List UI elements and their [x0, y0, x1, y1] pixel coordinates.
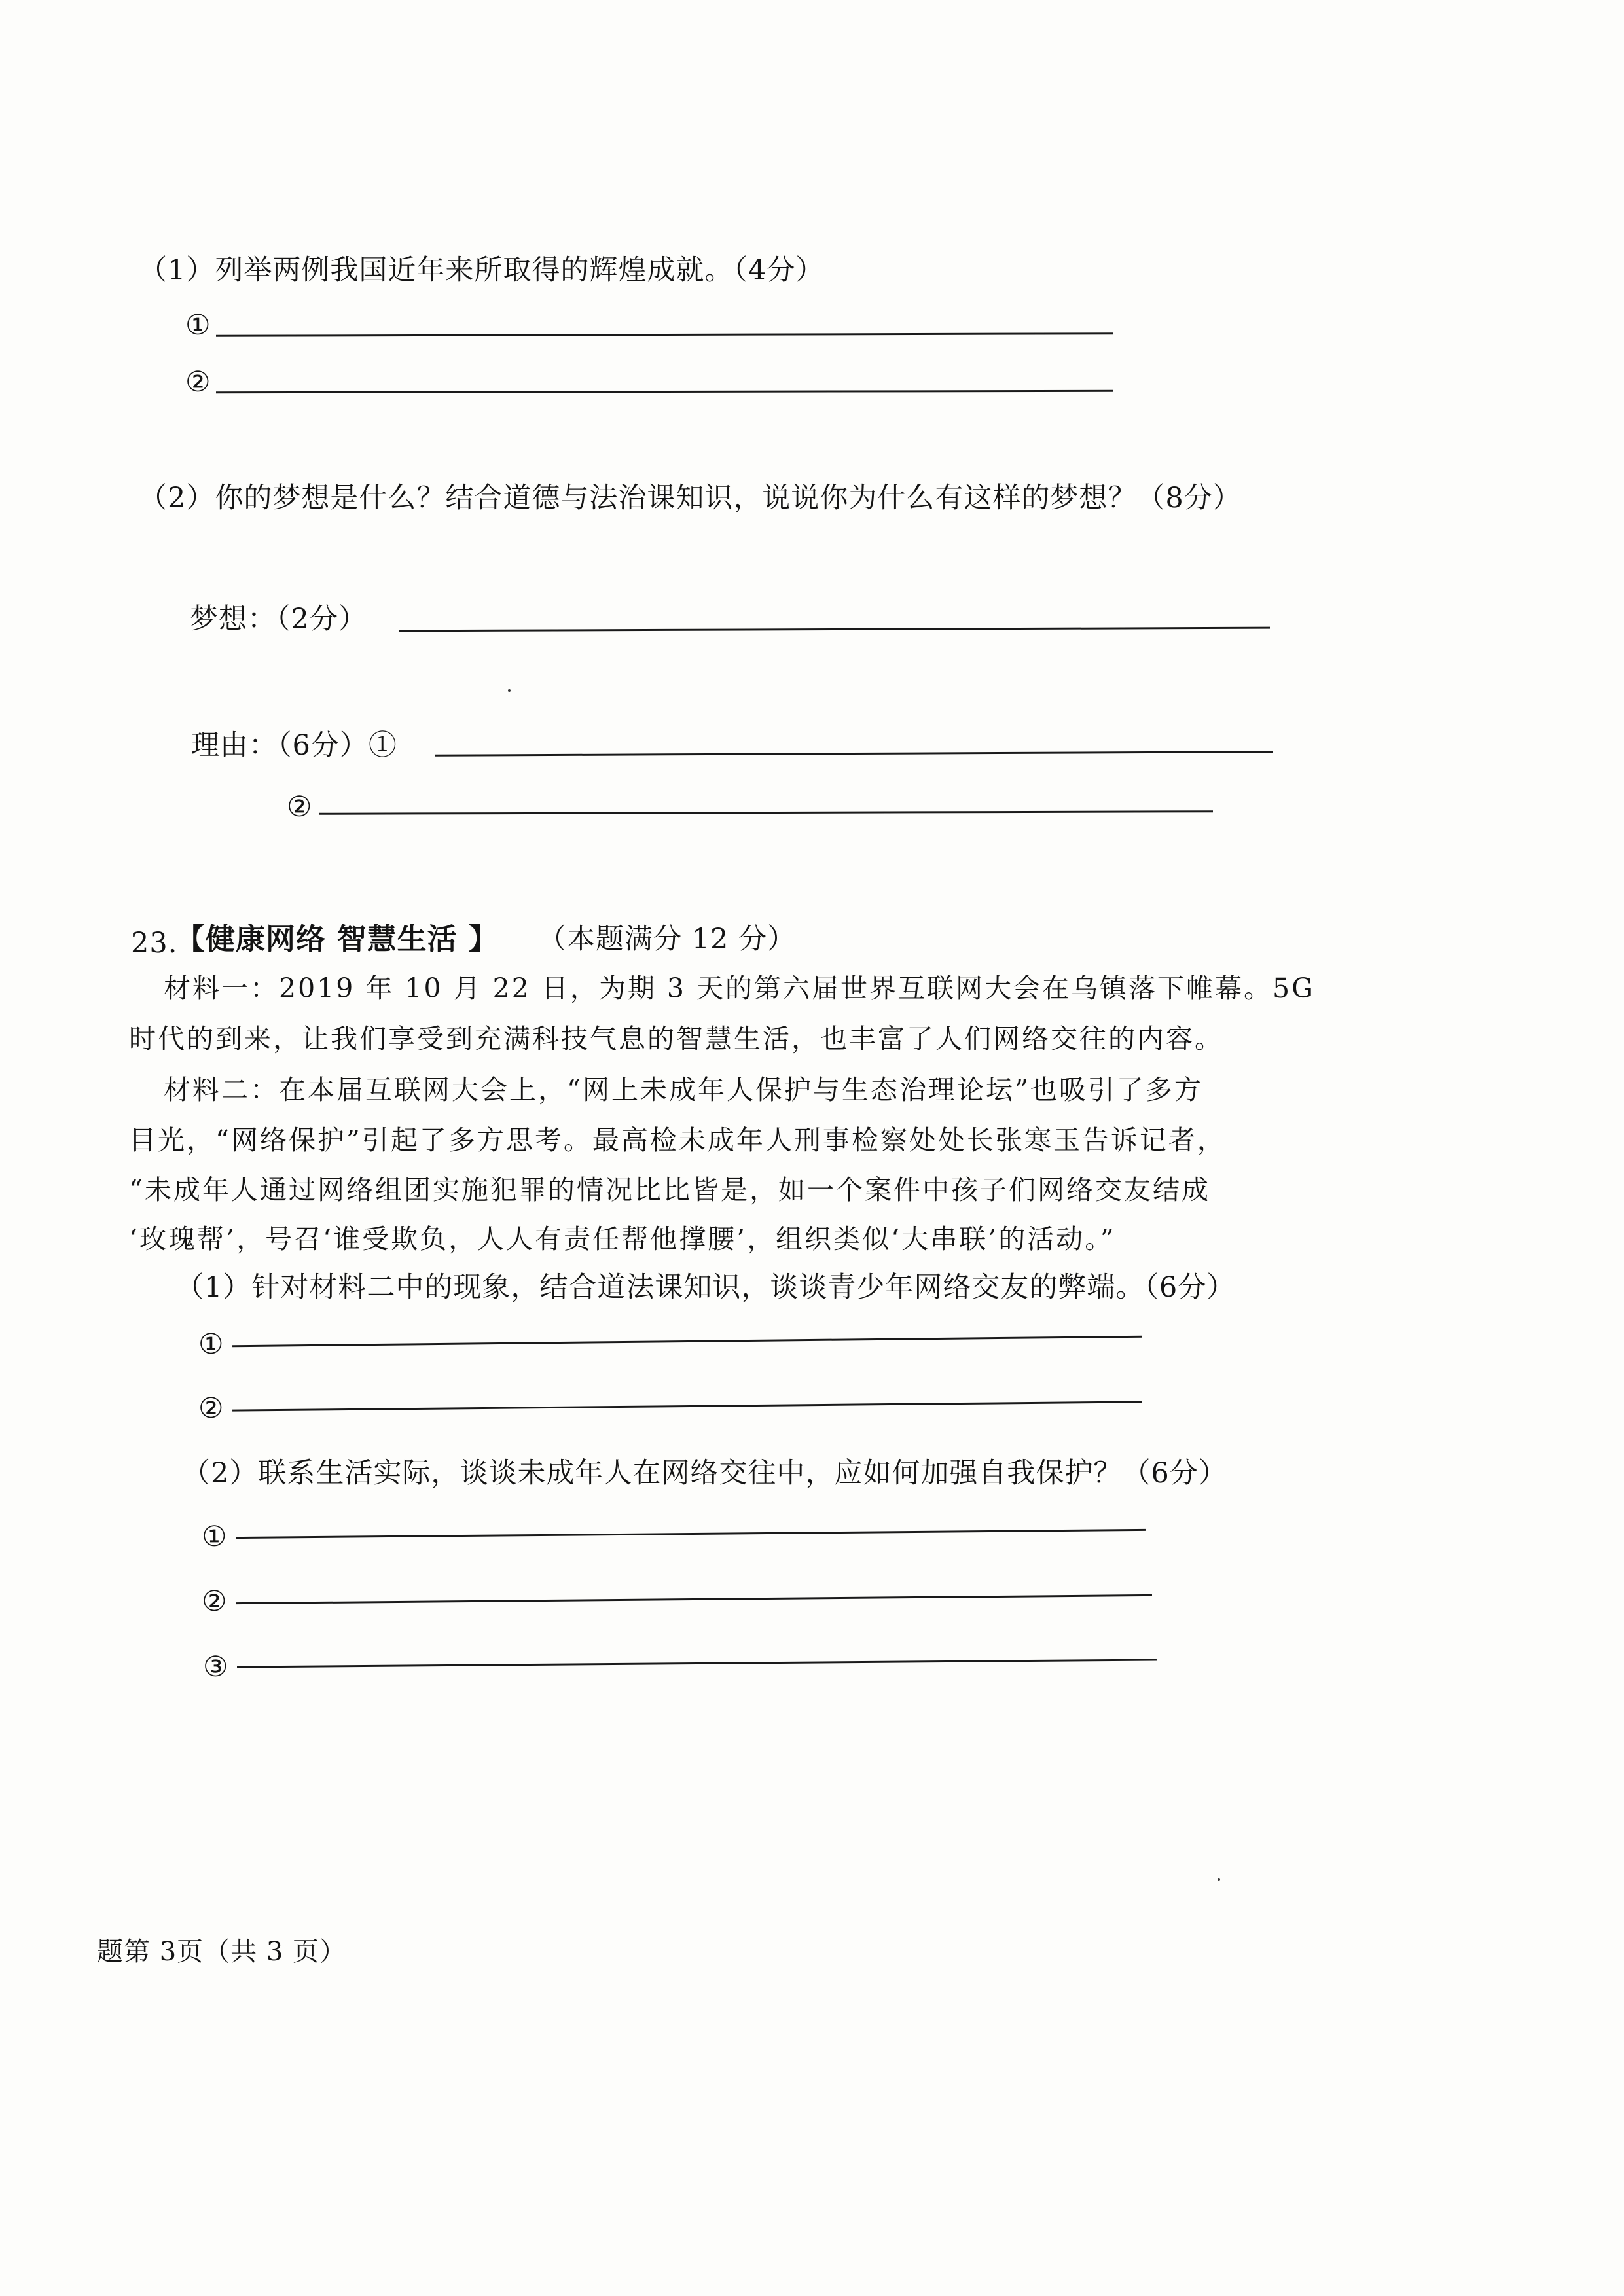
q23-number: 23. — [131, 927, 178, 960]
material2-line3: “未成年人通过网络组团实施犯罪的情况比比皆是，如一个案件中孩子们网络交友结成 — [129, 1174, 1210, 1206]
reason-blank2-marker: ② — [287, 791, 313, 823]
material1-line2: 时代的到来，让我们享受到充满科技气息的智慧生活，也丰富了人们网络交往的内容。 — [129, 1023, 1223, 1054]
q23-part1-answer-line-2[interactable] — [232, 1401, 1142, 1411]
q23-score: （本题满分 12 分） — [538, 923, 797, 956]
q23-part1-blank2-marker: ② — [198, 1392, 225, 1425]
q23-part2-answer-line-3[interactable] — [237, 1659, 1157, 1668]
q23-title: 【健康网络 智慧生活 】 — [175, 922, 499, 956]
q22-part1-answer-line-1[interactable] — [216, 332, 1113, 337]
q23-part1-prompt: （1）针对材料二中的现象，结合道法课知识，谈谈青少年网络交友的弊端。（6分） — [175, 1271, 1236, 1304]
q22-part2-prompt: （2）你的梦想是什么？结合道德与法治课知识，说说你为什么有这样的梦想？（8分） — [139, 482, 1242, 514]
reason-answer-line-2[interactable] — [319, 810, 1213, 815]
q22-part1-blank1-marker: ① — [185, 309, 211, 342]
q23-part2-blank1-marker: ① — [202, 1520, 228, 1553]
reason-answer-line-1[interactable] — [435, 751, 1273, 757]
q23-part2-blank3-marker: ③ — [203, 1651, 229, 1683]
q23-part2-answer-line-1[interactable] — [236, 1529, 1146, 1539]
material2-line2: 目光，“网络保护”引起了多方思考。最高检未成年人刑事检察处处长张寒玉告诉记者， — [129, 1124, 1226, 1156]
material2-line1: 材料二：在本届互联网大会上，“网上未成年人保护与生态治理论坛”也吸引了多方 — [164, 1074, 1203, 1105]
material2-line4: ‘玫瑰帮’，号召‘谁受欺负，人人有责任帮他撑腰’，组织类似‘大串联’的活动。” — [129, 1223, 1116, 1255]
dream-label: 梦想：（2分） — [190, 603, 367, 636]
q22-part1-blank2-marker: ② — [185, 366, 211, 399]
q23-part2-blank2-marker: ② — [202, 1585, 228, 1618]
q22-part1-prompt: （1）列举两例我国近年来所取得的辉煌成就。（4分） — [139, 254, 825, 287]
q23-part2-prompt: （2）联系生活实际，谈谈未成年人在网络交往中，应如何加强自我保护？（6分） — [182, 1457, 1227, 1490]
reason-label: 理由：（6分）① — [191, 729, 397, 762]
scan-speck — [1218, 1878, 1220, 1881]
q23-part1-answer-line-1[interactable] — [232, 1336, 1142, 1348]
material1-line1: 材料一：2019 年 10 月 22 日，为期 3 天的第六届世界互联网大会在乌镇落下帷幕。5G — [164, 973, 1315, 1004]
dream-answer-line[interactable] — [399, 627, 1270, 632]
q23-part1-blank1-marker: ① — [198, 1328, 225, 1361]
q22-part1-answer-line-2[interactable] — [216, 390, 1113, 393]
q23-part2-answer-line-2[interactable] — [236, 1594, 1152, 1604]
page-footer: 题第 3页（共 3 页） — [97, 1937, 347, 1967]
scan-speck — [508, 689, 511, 692]
